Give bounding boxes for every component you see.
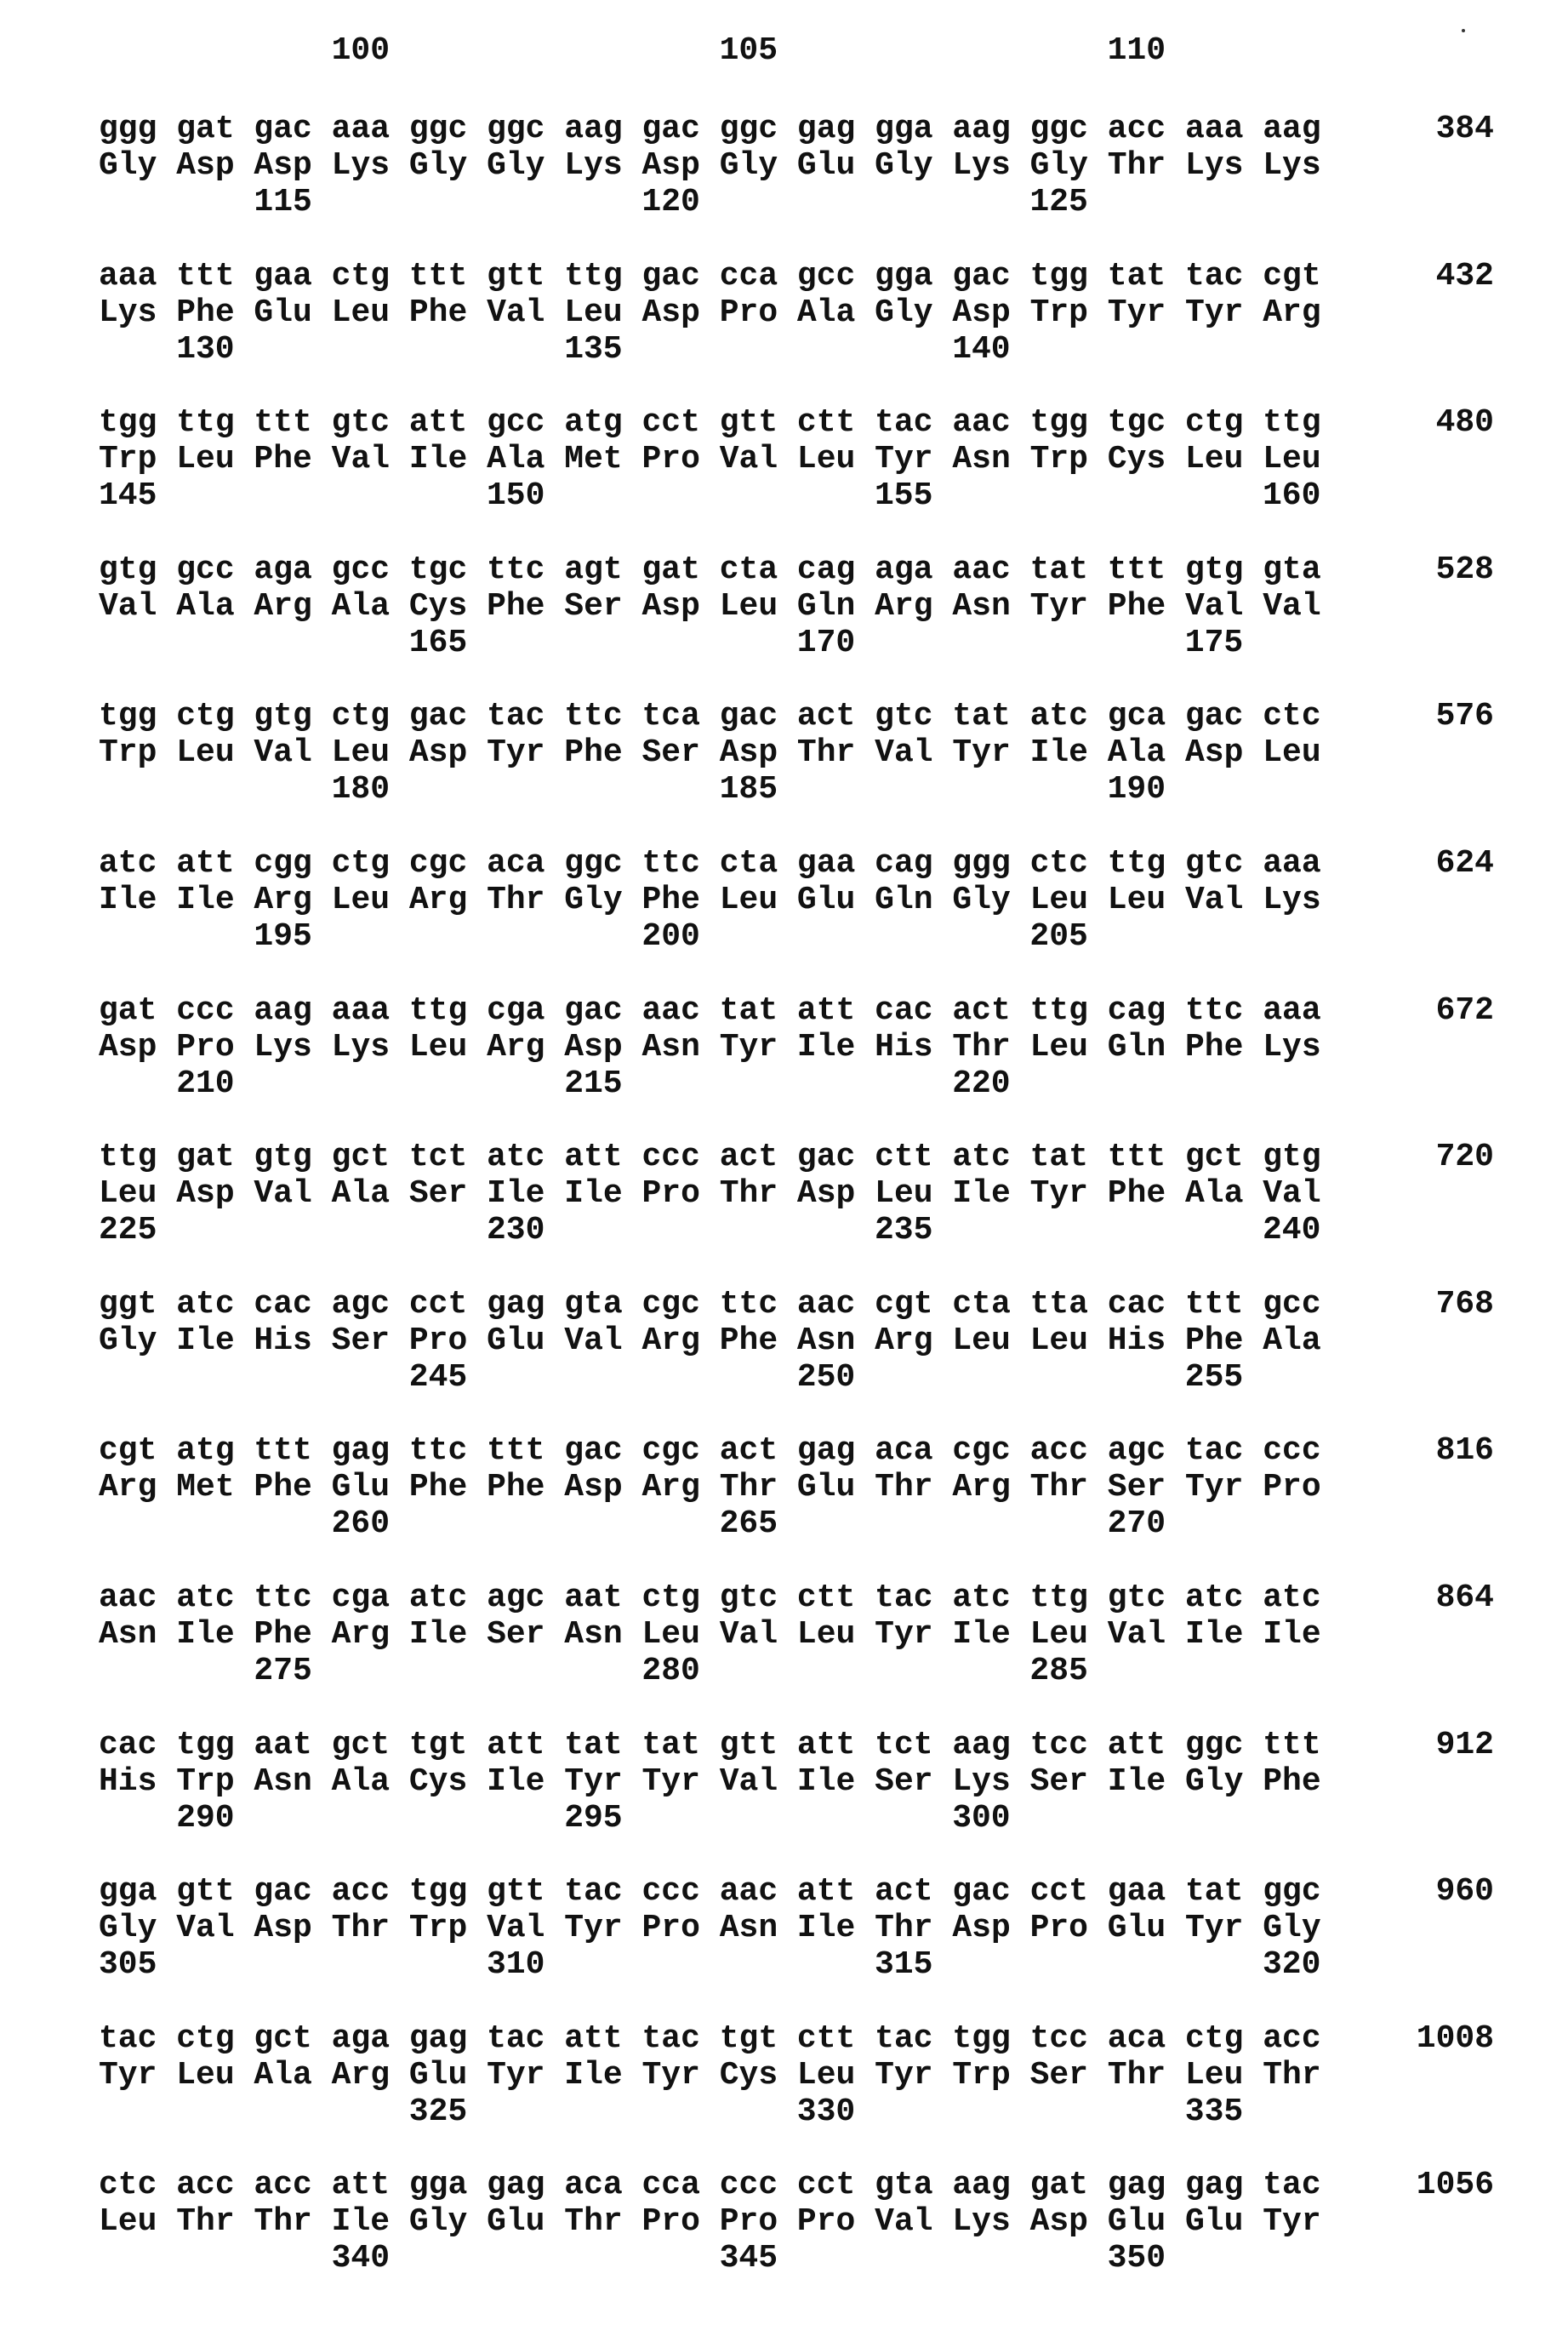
residue-number-line (99, 1946, 1324, 1984)
residue-number: 150 (487, 477, 545, 515)
amino-acid-line: Val Ala Arg Ala Cys Phe Ser Asp Leu Gln Arg Asn Tyr Phe Val Val (99, 588, 1321, 625)
residue-number: 105 (720, 32, 778, 70)
residue-number: 295 (564, 1800, 622, 1837)
codon-line: gtg gcc aga gcc tgc ttc agt gat cta cag aga aac tat ttt gtg gta (99, 551, 1321, 589)
residue-number: 325 (409, 2094, 467, 2131)
residue-number-line (99, 184, 1324, 221)
codon-line: cac tgg aat gct tgt att tat tat gtt att tct aag tcc att ggc ttt (99, 1727, 1321, 1764)
residue-number: 225 (99, 1212, 157, 1249)
nucleotide-position: 528 (1436, 551, 1494, 589)
nucleotide-position: 384 (1436, 111, 1494, 148)
residue-number: 300 (952, 1800, 1010, 1837)
amino-acid-line: Asn Ile Phe Arg Ile Ser Asn Leu Val Leu Tyr Ile Leu Val Ile Ile (99, 1616, 1321, 1654)
sequence-block (99, 111, 1494, 230)
codon-line: tgg ctg gtg ctg gac tac ttc tca gac act gtc tat atc gca gac ctc (99, 698, 1321, 735)
residue-number: 350 (1108, 2240, 1166, 2277)
speck-mark (1462, 29, 1465, 32)
sequence-block (99, 1286, 1494, 1405)
residue-number: 180 (332, 771, 390, 808)
nucleotide-position: 816 (1436, 1432, 1494, 1470)
nucleotide-position: 672 (1436, 992, 1494, 1030)
residue-number: 130 (176, 331, 234, 368)
nucleotide-position: 432 (1436, 258, 1494, 295)
codon-line: gga gtt gac acc tgg gtt tac ccc aac att act gac cct gaa tat ggc (99, 1873, 1321, 1911)
residue-number-line (99, 1653, 1324, 1690)
residue-number: 285 (1029, 1653, 1087, 1690)
amino-acid-line: Arg Met Phe Glu Phe Phe Asp Arg Thr Glu Thr Arg Thr Ser Tyr Pro (99, 1469, 1321, 1506)
residue-number: 125 (1029, 184, 1087, 221)
residue-number: 155 (875, 477, 932, 515)
sequence-block (99, 1579, 1494, 1699)
amino-acid-line: Gly Asp Asp Lys Gly Gly Lys Asp Gly Glu Gly Lys Gly Thr Lys Lys (99, 147, 1321, 185)
residue-number: 145 (99, 477, 157, 515)
sequence-block (99, 698, 1494, 817)
nucleotide-position: 864 (1436, 1579, 1494, 1617)
amino-acid-line: His Trp Asn Ala Cys Ile Tyr Tyr Val Ile Ser Lys Ser Ile Gly Phe (99, 1763, 1321, 1801)
residue-number: 330 (797, 2094, 855, 2131)
residue-number-line (99, 331, 1324, 368)
sequence-block (99, 1139, 1494, 1258)
residue-number: 205 (1029, 918, 1087, 956)
amino-acid-line: Asp Pro Lys Lys Leu Arg Asp Asn Tyr Ile His Thr Leu Gln Phe Lys (99, 1029, 1321, 1066)
residue-number: 115 (254, 184, 311, 221)
sequence-block (99, 1727, 1494, 1846)
sequence-block (99, 404, 1494, 523)
residue-number: 275 (254, 1653, 311, 1690)
residue-number: 120 (641, 184, 699, 221)
amino-acid-line: Leu Thr Thr Ile Gly Glu Thr Pro Pro Pro Val Lys Asp Glu Glu Tyr (99, 2203, 1321, 2241)
residue-number: 270 (1108, 1505, 1166, 1543)
nucleotide-position: 576 (1436, 698, 1494, 735)
sequence-block (99, 992, 1494, 1111)
codon-line: tgg ttg ttt gtc att gcc atg cct gtt ctt tac aac tgg tgc ctg ttg (99, 404, 1321, 442)
residue-number-line (99, 625, 1324, 662)
residue-number: 140 (952, 331, 1010, 368)
residue-number-line (99, 2240, 1324, 2277)
amino-acid-line: Ile Ile Arg Leu Arg Thr Gly Phe Leu Glu Gln Gly Leu Leu Val Lys (99, 882, 1321, 919)
residue-number: 290 (176, 1800, 234, 1837)
codon-line: aac atc ttc cga atc agc aat ctg gtc ctt tac atc ttg gtc atc atc (99, 1579, 1321, 1617)
codon-line: tac ctg gct aga gag tac att tac tgt ctt tac tgg tcc aca ctg acc (99, 2020, 1321, 2058)
residue-number: 210 (176, 1065, 234, 1103)
amino-acid-line: Tyr Leu Ala Arg Glu Tyr Ile Tyr Cys Leu Tyr Trp Ser Thr Leu Thr (99, 2057, 1321, 2094)
residue-number: 245 (409, 1359, 467, 1397)
sequence-block (99, 2020, 1494, 2139)
sequence-block (99, 258, 1494, 377)
residue-number: 190 (1108, 771, 1166, 808)
residue-number: 185 (720, 771, 778, 808)
residue-number-line (99, 771, 1324, 808)
residue-number-line (99, 1800, 1324, 1837)
residue-number-line (99, 2094, 1324, 2131)
residue-number: 230 (487, 1212, 545, 1249)
codon-line: ggg gat gac aaa ggc ggc aag gac ggc gag gga aag ggc acc aaa aag (99, 111, 1321, 148)
sequence-block (99, 1873, 1494, 1992)
nucleotide-position: 912 (1436, 1727, 1494, 1764)
residue-number-line (99, 918, 1324, 956)
residue-number: 135 (564, 331, 622, 368)
codon-line: gat ccc aag aaa ttg cga gac aac tat att cac act ttg cag ttc aaa (99, 992, 1321, 1030)
nucleotide-position: 768 (1436, 1286, 1494, 1323)
nucleotide-position: 960 (1436, 1873, 1494, 1911)
residue-number: 255 (1185, 1359, 1243, 1397)
residue-number: 315 (875, 1946, 932, 1984)
sequence-block (99, 2167, 1494, 2286)
amino-acid-line: Trp Leu Phe Val Ile Ala Met Pro Val Leu Tyr Asn Trp Cys Leu Leu (99, 441, 1321, 478)
nucleotide-position: 1008 (1417, 2020, 1494, 2058)
residue-number: 235 (875, 1212, 932, 1249)
nucleotide-position: 624 (1436, 845, 1494, 883)
residue-number: 320 (1263, 1946, 1320, 1984)
residue-number: 110 (1108, 32, 1166, 70)
residue-number-line (99, 477, 1324, 515)
residue-number: 200 (641, 918, 699, 956)
residue-number-line (99, 1359, 1324, 1397)
residue-number: 240 (1263, 1212, 1320, 1249)
codon-line: ttg gat gtg gct tct atc att ccc act gac ctt atc tat ttt gct gtg (99, 1139, 1321, 1176)
residue-number: 340 (332, 2240, 390, 2277)
amino-acid-line: Gly Val Asp Thr Trp Val Tyr Pro Asn Ile Thr Asp Pro Glu Tyr Gly (99, 1910, 1321, 1947)
nucleotide-position: 1056 (1417, 2167, 1494, 2204)
amino-acid-line: Leu Asp Val Ala Ser Ile Ile Pro Thr Asp Leu Ile Tyr Phe Ala Val (99, 1175, 1321, 1213)
nucleotide-position: 720 (1436, 1139, 1494, 1176)
residue-number: 335 (1185, 2094, 1243, 2131)
residue-number: 265 (720, 1505, 778, 1543)
codon-line: atc att cgg ctg cgc aca ggc ttc cta gaa cag ggg ctc ttg gtc aaa (99, 845, 1321, 883)
residue-number: 175 (1185, 625, 1243, 662)
sequence-block (99, 1432, 1494, 1551)
residue-number: 280 (641, 1653, 699, 1690)
residue-number: 250 (797, 1359, 855, 1397)
residue-number: 260 (332, 1505, 390, 1543)
residue-number-ruler (99, 32, 1324, 70)
nucleotide-position: 480 (1436, 404, 1494, 442)
amino-acid-line: Gly Ile His Ser Pro Glu Val Arg Phe Asn Arg Leu Leu His Phe Ala (99, 1322, 1321, 1360)
residue-number: 195 (254, 918, 311, 956)
codon-line: ctc acc acc att gga gag aca cca ccc cct gta aag gat gag gag tac (99, 2167, 1321, 2204)
codon-line: aaa ttt gaa ctg ttt gtt ttg gac cca gcc gga gac tgg tat tac cgt (99, 258, 1321, 295)
residue-number: 170 (797, 625, 855, 662)
codon-line: cgt atg ttt gag ttc ttt gac cgc act gag aca cgc acc agc tac ccc (99, 1432, 1321, 1470)
residue-number: 310 (487, 1946, 545, 1984)
residue-number: 165 (409, 625, 467, 662)
amino-acid-line: Lys Phe Glu Leu Phe Val Leu Asp Pro Ala Gly Asp Trp Tyr Tyr Arg (99, 294, 1321, 332)
residue-number-line (99, 1505, 1324, 1543)
sequence-block (99, 845, 1494, 964)
sequence-block (99, 551, 1494, 671)
residue-number: 345 (720, 2240, 778, 2277)
amino-acid-line: Trp Leu Val Leu Asp Tyr Phe Ser Asp Thr Val Tyr Ile Ala Asp Leu (99, 734, 1321, 772)
residue-number: 215 (564, 1065, 622, 1103)
residue-number: 220 (952, 1065, 1010, 1103)
residue-number: 160 (1263, 477, 1320, 515)
residue-number-line (99, 1065, 1324, 1103)
residue-number: 100 (332, 32, 390, 70)
codon-line: ggt atc cac agc cct gag gta cgc ttc aac cgt cta tta cac ttt gcc (99, 1286, 1321, 1323)
residue-number-line (99, 1212, 1324, 1249)
residue-number: 305 (99, 1946, 157, 1984)
